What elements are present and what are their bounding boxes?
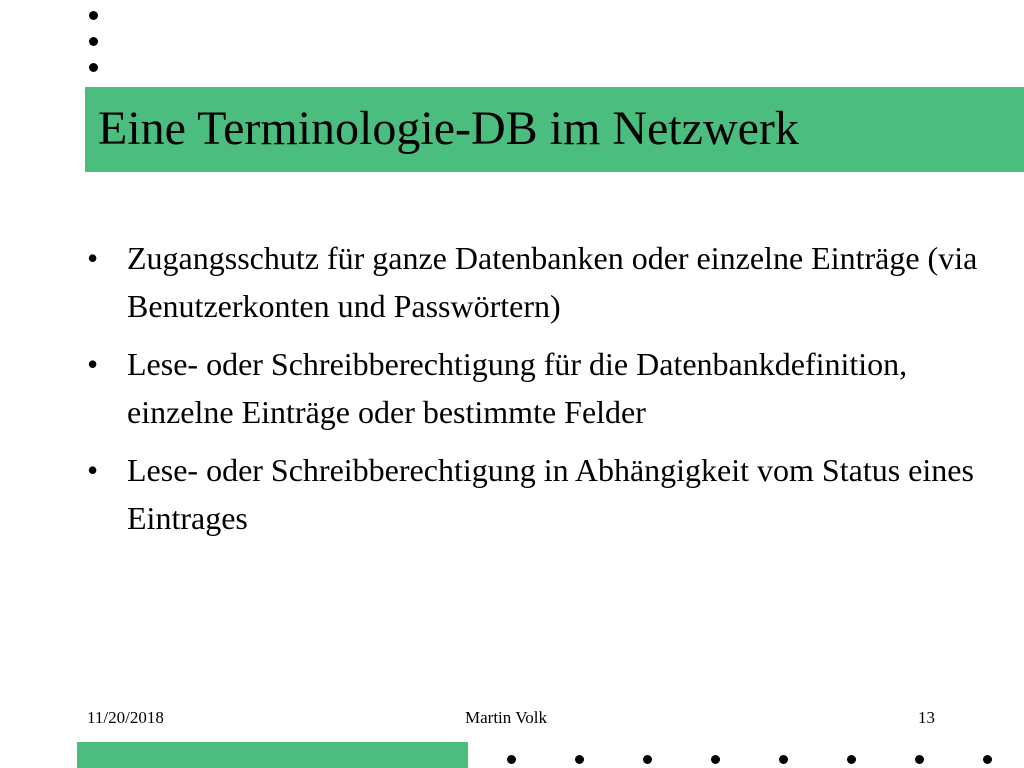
- decorative-dot: [575, 755, 584, 764]
- footer-date: 11/20/2018: [87, 708, 164, 727]
- footer-author: Martin Volk: [465, 708, 548, 727]
- bottom-accent-bar: [77, 742, 468, 768]
- decorative-dot: [983, 755, 992, 764]
- bullet-text: Lese- oder Schreibberechtigung für die Datenbankdefinition, einzelne Einträge oder bestimmte Felder: [127, 346, 908, 430]
- bullet-text: Lese- oder Schreibberechtigung in Abhängigkeit vom Status eines Eintrages: [127, 452, 974, 536]
- decorative-dot: [507, 755, 516, 764]
- decorative-dot: [89, 37, 98, 46]
- bullet-item: [85, 234, 985, 330]
- bullet-item: [85, 446, 985, 542]
- footer-page-number: 13: [918, 708, 935, 727]
- decorative-dot: [915, 755, 924, 764]
- bullet-marker: •: [87, 240, 99, 276]
- bullet-item: [85, 340, 985, 436]
- decorative-dot: [89, 63, 98, 72]
- decorative-dot: [89, 11, 98, 20]
- decorative-dot: [779, 755, 788, 764]
- title-bar: [85, 87, 1024, 172]
- bullet-text: Zugangsschutz für ganze Datenbanken oder einzelne Einträge (via Benutzerkonten und Passwörtern): [127, 240, 978, 324]
- bullet-marker: •: [87, 452, 99, 488]
- decorative-dot: [847, 755, 856, 764]
- decorative-dot: [643, 755, 652, 764]
- decorative-dot: [711, 755, 720, 764]
- slide-title: Eine Terminologie-DB im Netzwerk: [98, 102, 799, 155]
- bullet-list: [85, 234, 985, 552]
- bullet-marker: •: [87, 346, 99, 382]
